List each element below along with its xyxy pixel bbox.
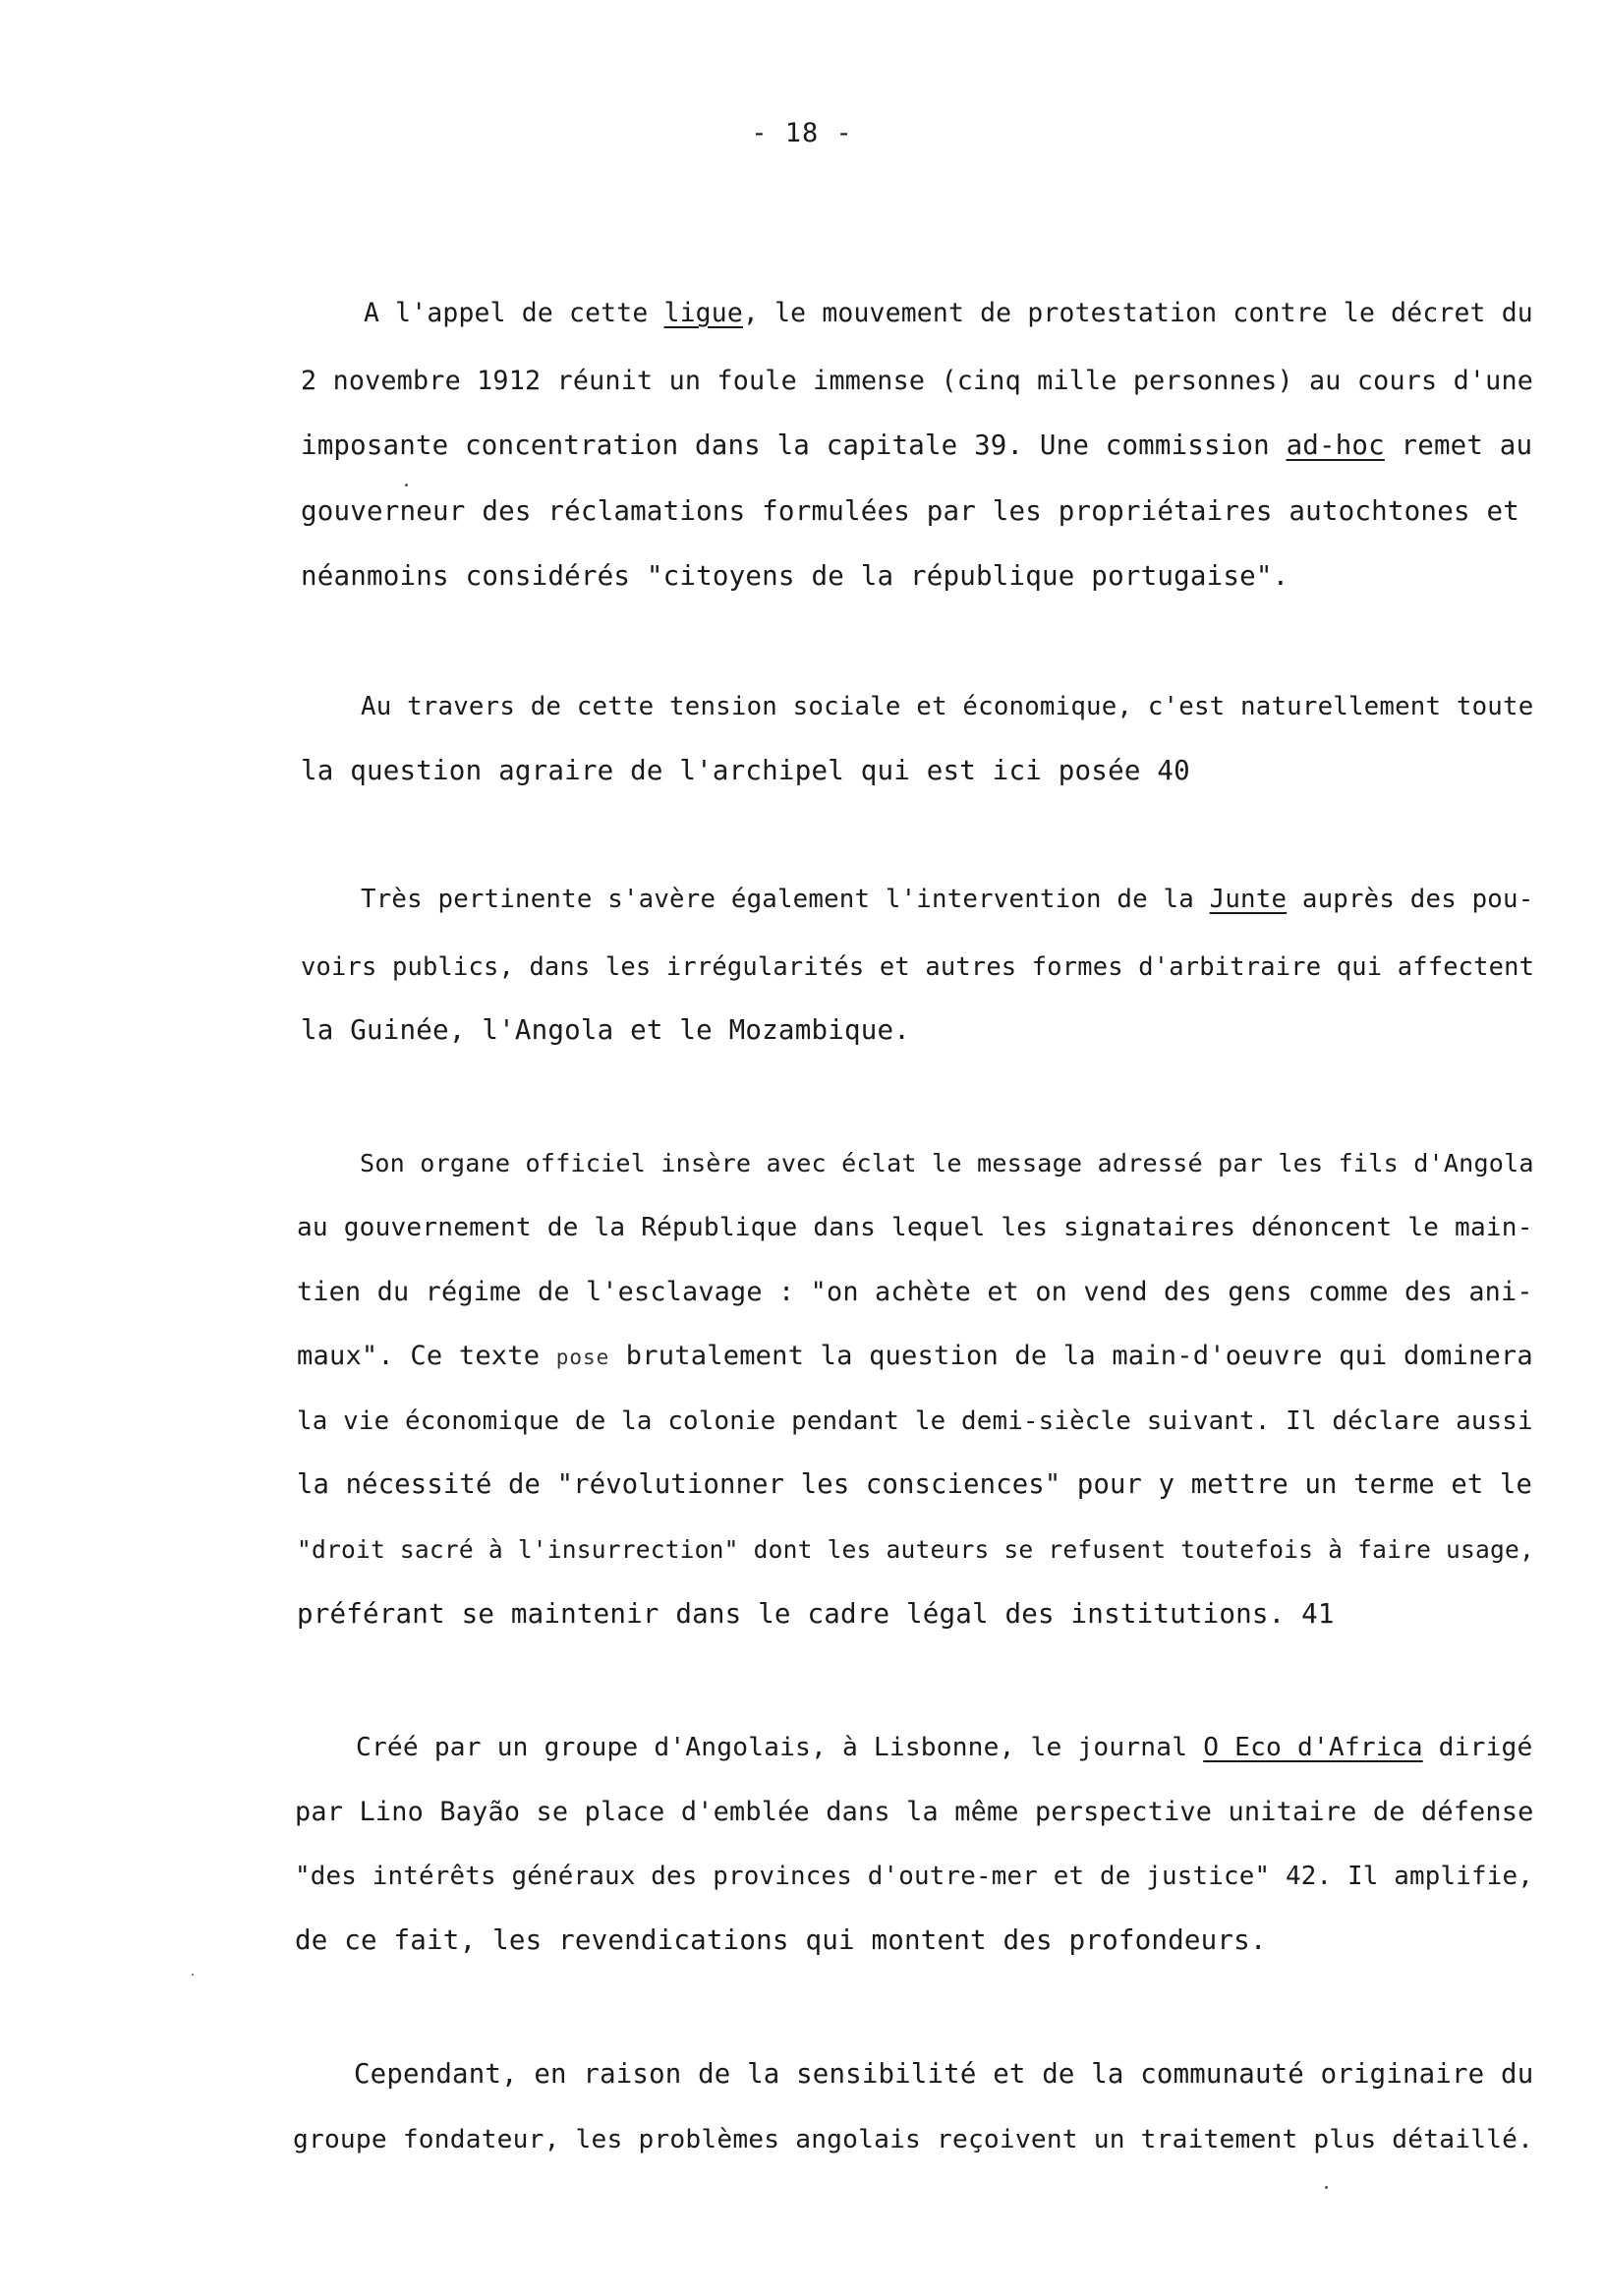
- paragraph-5-line-2: [295, 1796, 1534, 1829]
- text-run: voirs publics, dans les irrégularités et autres formes d'arbitraire qui affectent: [301, 951, 1535, 981]
- paragraph-1-line-3: [301, 430, 1532, 463]
- text-run: la vie économique de la colonie pendant le demi-siècle suivant. Il déclare aussi: [297, 1406, 1533, 1436]
- text-run: "droit sacré à l'insurrection" dont les auteurs se refusent toutefois à faire usage,: [297, 1535, 1534, 1564]
- paragraph-3-line-1: [361, 883, 1533, 916]
- paragraph-5-line-4: [295, 1923, 1267, 1957]
- scan-speck: [1325, 2186, 1328, 2189]
- text-run: tien du régime de l'esclavage : "on achète et on vend des gens comme des ani-: [297, 1277, 1533, 1307]
- paragraph-4-line-7: [297, 1533, 1534, 1567]
- text-run: par Lino Bayão se place d'emblée dans la même perspective unitaire de défense: [295, 1797, 1534, 1827]
- paragraph-4-line-1: [360, 1147, 1534, 1180]
- paragraph-4-line-6: [297, 1468, 1532, 1502]
- paragraph-2-line-2: [301, 754, 1190, 787]
- paragraph-5-line-3: [295, 1860, 1533, 1893]
- paragraph-3-line-2: [301, 949, 1534, 983]
- text-run: , le mouvement de protestation contre le décret du: [742, 299, 1533, 328]
- paragraph-1-line-4: [301, 494, 1519, 528]
- text-run: de ce fait, les revendications qui montent des profondeurs.: [295, 1924, 1267, 1956]
- paragraph-4-line-8: [297, 1597, 1335, 1631]
- text-run: néanmoins considérés "citoyens de la république portugaise".: [301, 560, 1289, 592]
- paragraph-4-line-3: [297, 1276, 1533, 1309]
- text-run: groupe fondateur, les problèmes angolais reçoivent un traitement plus détaillé.: [293, 2125, 1534, 2154]
- text-run: Très pertinente s'avère également l'intervention de la: [361, 885, 1210, 914]
- text-run: Créé par un groupe d'Angolais, à Lisbonne, le journal: [356, 1733, 1204, 1762]
- paragraph-1-line-1: [364, 297, 1533, 330]
- text-run: dirigé: [1422, 1733, 1533, 1762]
- text-run: imposante concentration dans la capitale 39. Une commission: [301, 430, 1287, 461]
- page-number: - 18 -: [751, 118, 853, 148]
- text-run: remet au: [1384, 430, 1533, 461]
- paragraph-2-line-1: [361, 690, 1533, 723]
- scan-speck: [192, 1974, 194, 1976]
- text-run: Cependant, en raison de la sensibilité et de la communauté originaire du: [354, 2059, 1534, 2090]
- underlined-term-ad-hoc: ad-hoc: [1286, 430, 1385, 461]
- underlined-term-ligue: ligue: [663, 299, 743, 328]
- text-run: gouverneur des réclamations formulées par les propriétaires autochtones et: [301, 495, 1519, 527]
- small-inserted-word: pose: [555, 1346, 610, 1369]
- text-run: maux". Ce texte: [297, 1341, 556, 1371]
- text-run: "des intérêts généraux des provinces d'outre-mer et de justice" 42. Il amplifie,: [295, 1862, 1533, 1891]
- text-run: Au travers de cette tension sociale et économique, c'est naturellement toute: [361, 692, 1534, 721]
- paragraph-1-line-5: [301, 559, 1289, 593]
- paragraph-6-line-1: [354, 2058, 1533, 2092]
- scan-speck: [405, 484, 408, 487]
- paragraph-4-line-5: [297, 1405, 1533, 1438]
- paragraph-6-line-2: [293, 2123, 1533, 2156]
- underlined-title-o-eco-d-africa: O Eco d'Africa: [1203, 1733, 1423, 1762]
- text-run: la nécessité de "révolutionner les consciences" pour y mettre un terme et le: [297, 1469, 1533, 1500]
- paragraph-1-line-2: [301, 365, 1533, 398]
- paragraph-4-line-4: [297, 1340, 1533, 1374]
- text-run: la question agraire de l'archipel qui est ici posée 40: [301, 755, 1190, 786]
- text-run: Son organe officiel insère avec éclat le message adressé par les fils d'Angola: [360, 1149, 1534, 1177]
- text-run: auprès des pou-: [1287, 885, 1534, 914]
- text-run: au gouvernement de la République dans lequel les signataires dénoncent le main-: [297, 1213, 1533, 1242]
- text-run: A l'appel de cette: [364, 299, 664, 328]
- text-run: 2 novembre 1912 réunit un foule immense (cinq mille personnes) au cours d'une: [301, 366, 1534, 396]
- text-run: préférant se maintenir dans le cadre légal des institutions. 41: [297, 1598, 1335, 1630]
- underlined-term-junte: Junte: [1209, 885, 1288, 914]
- text-run: brutalement la question de la main-d'oeuvre qui dominera: [609, 1341, 1533, 1371]
- paragraph-5-line-1: [356, 1731, 1532, 1764]
- paragraph-3-line-3: [301, 1013, 910, 1047]
- text-run: la Guinée, l'Angola et le Mozambique.: [301, 1014, 910, 1046]
- paragraph-4-line-2: [297, 1211, 1533, 1244]
